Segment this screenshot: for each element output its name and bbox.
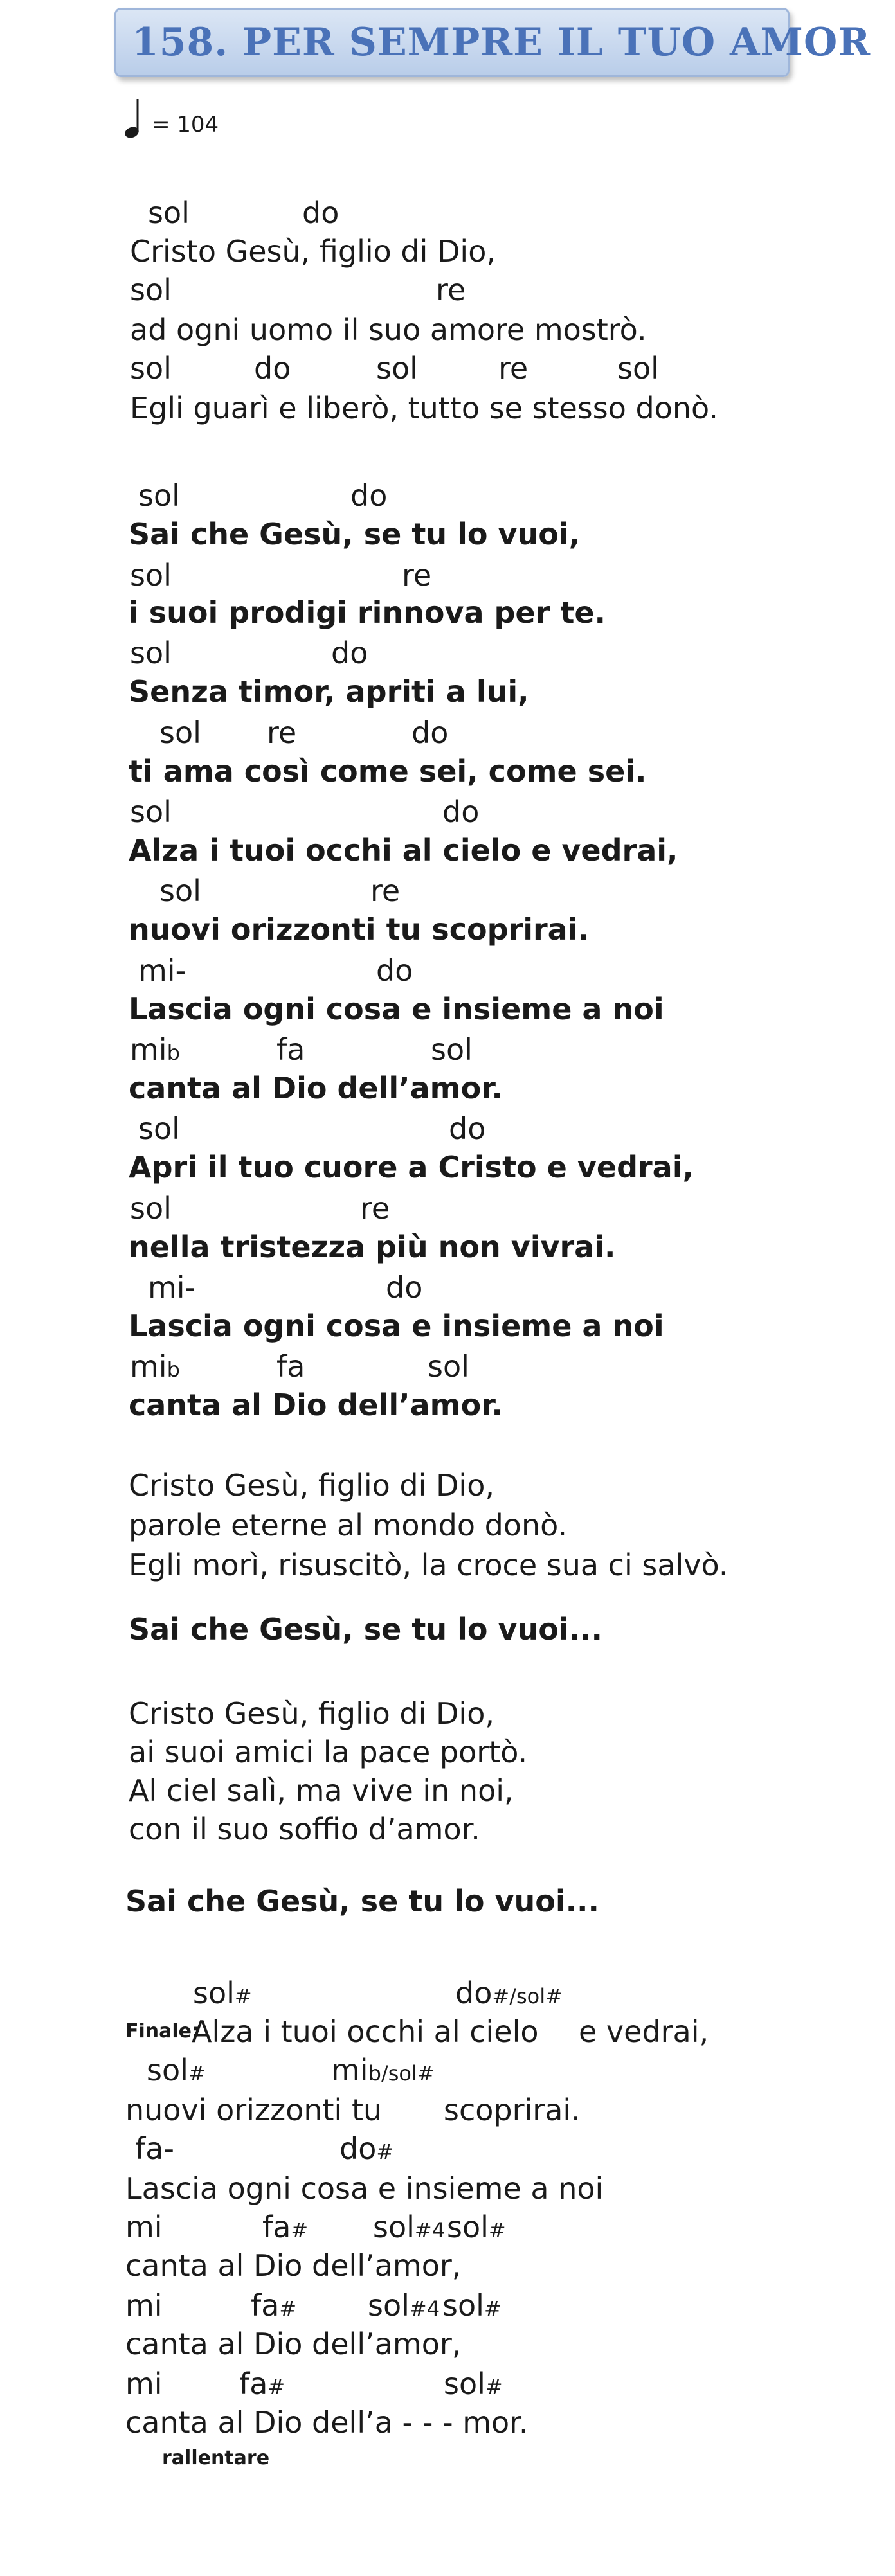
lyric: scoprirai. (444, 2093, 581, 2127)
chord: do (376, 953, 413, 988)
chord-accidental: # (488, 2218, 506, 2242)
chord-accidental: b (167, 1041, 180, 1065)
chord (262, 2212, 308, 2242)
lyric: Sai che Gesù, se tu lo vuoi, (129, 517, 581, 551)
lyric-line (0, 1232, 895, 1278)
lyric: con il suo soffio d’amor. (129, 1812, 480, 1847)
lyric: canta al Dio dell’a - - - mor. (125, 2405, 529, 2440)
chord-accidental: #/sol# (492, 1984, 563, 2008)
chord (239, 2366, 285, 2401)
chord: re (436, 273, 466, 307)
chord: mi- (148, 1270, 196, 1305)
chord-root: sol (447, 2210, 489, 2244)
lyric: ad ogni uomo il suo amore mostrò. (130, 312, 647, 347)
lyric-line (0, 1814, 895, 1861)
chord-root: sol (368, 2288, 410, 2323)
lyric: ti ama così come sei, come sei. (129, 754, 647, 789)
lyric: Sai che Gesù, se tu lo vuoi... (129, 1612, 603, 1647)
chord-root: mi (130, 1349, 167, 1384)
chord: re (360, 1191, 390, 1226)
lyric: Egli guarì e liberò, tutto se stesso donò. (130, 391, 718, 425)
chord: do (302, 195, 339, 230)
chord: re (267, 715, 297, 750)
chord-accidental: # (279, 2296, 297, 2321)
chord-root: sol (373, 2210, 415, 2244)
chord: do (386, 1270, 423, 1305)
chord: sol (148, 195, 190, 230)
song-title: 158. PER SEMPRE IL TUO AMOR (132, 20, 871, 65)
lyric: canta al Dio dell’amor. (129, 1071, 503, 1105)
lyric: Lascia ogni cosa e insieme a noi (125, 2171, 604, 2206)
chord: re (370, 873, 401, 908)
chord (130, 1349, 180, 1384)
chord (147, 2053, 206, 2088)
chord (447, 2212, 506, 2242)
chord-accidental: b (167, 1357, 180, 1382)
lyric: Alza i tuoi occhi al cielo e vedrai, (129, 833, 678, 868)
chord (444, 2366, 503, 2401)
chord-accidental: # (291, 2218, 309, 2242)
lyric-line (0, 393, 895, 440)
lyric: Lascia ogni cosa e insieme a noi (129, 1309, 664, 1343)
chord: mi (125, 2210, 163, 2244)
tempo-value: = 104 (152, 112, 219, 138)
chord: sol (130, 351, 172, 386)
lyric: Cristo Gesù, figlio di Dio, (129, 1696, 494, 1731)
lyric-line (0, 912, 895, 961)
chord-root: fa (262, 2210, 291, 2244)
chord-accidental: #4 (409, 2296, 440, 2321)
chord: fa (276, 1349, 305, 1384)
chord: mi- (138, 953, 186, 988)
lyric: canta al Dio dell’amor. (129, 1388, 503, 1422)
chord (442, 2288, 502, 2323)
rallentare-note: rallentare (162, 2447, 270, 2469)
chord (455, 1978, 563, 2008)
chord: sol (138, 1111, 180, 1146)
title-banner (114, 8, 871, 77)
chord: do (411, 715, 449, 750)
chord (331, 2053, 435, 2088)
chord-root: sol (444, 2366, 485, 2401)
chord: re (402, 558, 432, 593)
lyric: e vedrai, (579, 2014, 709, 2049)
chord-root: sol (193, 1976, 235, 2010)
lyric: i suoi prodigi rinnova per te. (129, 595, 606, 630)
chord: do (254, 351, 291, 386)
lyric: canta al Dio dell’amor, (125, 2327, 462, 2361)
chord (251, 2288, 297, 2323)
chord: do (350, 478, 388, 513)
chord-root: fa (251, 2288, 280, 2323)
lyric: Apri il tuo cuore a Cristo e vedrai, (129, 1150, 694, 1185)
chord: mi (125, 2366, 163, 2401)
chord: sol (130, 558, 172, 593)
chord-root: do (339, 2131, 377, 2166)
lyric: Lascia ogni cosa e insieme a noi (129, 992, 664, 1026)
chord (130, 1032, 180, 1067)
lyric-line (0, 1073, 895, 1120)
chord (193, 1978, 252, 2008)
refrain-reference (0, 1886, 895, 1933)
refrain-reference (0, 1614, 895, 1661)
chord: sol (130, 794, 172, 829)
chord: sol (159, 715, 201, 750)
chord: do (331, 636, 368, 670)
chord-accidental: # (485, 2375, 503, 2399)
performance-note (0, 2449, 895, 2495)
lyric: Alza i tuoi occhi al cielo (192, 2014, 539, 2049)
lyric: parole eterne al mondo donò. (129, 1508, 568, 1543)
chord-accidental: # (188, 2061, 206, 2086)
chord-accidental: #4 (414, 2218, 446, 2242)
chord: sol (376, 351, 418, 386)
lyric: Egli morì, risuscitò, la croce sua ci salvò. (129, 1548, 728, 1582)
chord: fa- (135, 2131, 174, 2166)
chord: sol (130, 1191, 172, 1226)
chord: do (442, 794, 480, 829)
lyric: Sai che Gesù, se tu lo vuoi... (125, 1884, 600, 1919)
chord (339, 2131, 394, 2166)
chord: mi (125, 2288, 163, 2323)
chord-accidental: # (484, 2296, 502, 2321)
chord-accidental: # (376, 2140, 394, 2164)
chord: sol (159, 873, 201, 908)
lyric: canta al Dio dell’amor, (125, 2248, 462, 2283)
chord (368, 2288, 440, 2323)
finale-label: Finale: (125, 2020, 200, 2043)
lyric: Senza timor, apriti a lui, (129, 674, 529, 709)
chord-root: sol (147, 2053, 188, 2088)
lyric: nuovi orizzonti tu scoprirai. (129, 912, 589, 947)
chord: sol (130, 273, 172, 307)
lyric: nuovi orizzonti tu (125, 2093, 383, 2127)
chord: sol (428, 1349, 469, 1384)
lyric: Cristo Gesù, figlio di Dio, (130, 234, 496, 269)
lyric: Al ciel salì, ma vive in noi, (129, 1773, 514, 1808)
chord-root: sol (442, 2288, 484, 2323)
chord: do (449, 1111, 486, 1146)
lyric-line (0, 833, 895, 882)
chord-root: do (455, 1976, 493, 2010)
chord: sol (431, 1032, 473, 1067)
quarter-note-icon (123, 96, 149, 141)
lyric: Cristo Gesù, figlio di Dio, (129, 1468, 494, 1503)
lyric-line (0, 1550, 895, 1597)
chord-root: fa (239, 2366, 268, 2401)
lyric-line (0, 1390, 895, 1436)
chord-accidental: # (234, 1984, 252, 2008)
chord: sol (617, 351, 659, 386)
chord-root: mi (331, 2053, 368, 2088)
lyric: nella tristezza più non vivrai. (129, 1230, 616, 1264)
chord: sol (130, 636, 172, 670)
chord-root: mi (130, 1032, 167, 1067)
chord: sol (138, 478, 180, 513)
chord-accidental: b/sol# (368, 2061, 435, 2086)
chord: re (498, 351, 529, 386)
lyric: ai suoi amici la pace portò. (129, 1735, 528, 1769)
chord-accidental: # (267, 2375, 285, 2399)
chord (373, 2212, 445, 2242)
chord: fa (276, 1032, 305, 1067)
lyric-line (0, 2405, 895, 2454)
